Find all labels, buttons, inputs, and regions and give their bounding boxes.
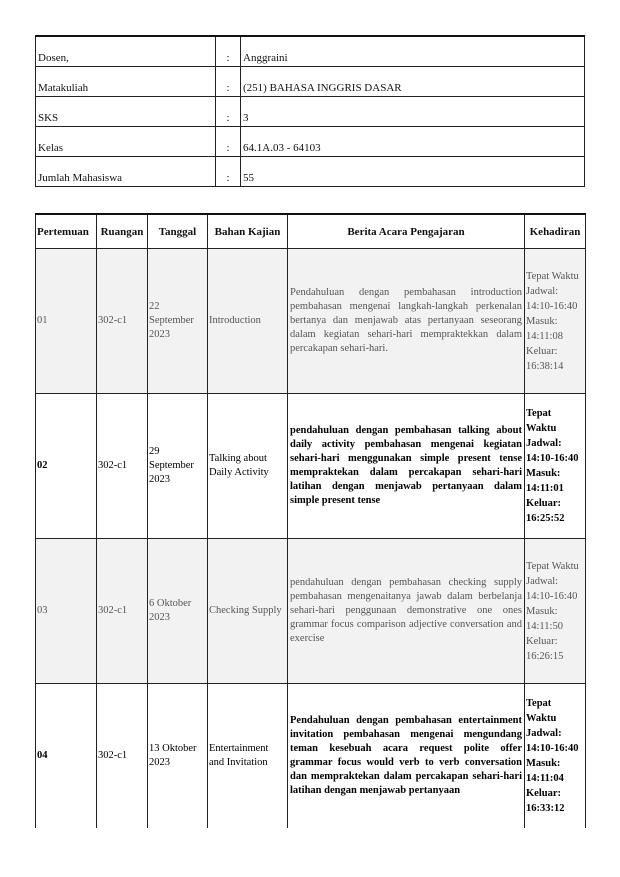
info-separator: : <box>216 97 241 127</box>
table-row <box>36 394 586 539</box>
info-label: Dosen, <box>36 36 216 67</box>
header-ruangan: Ruangan <box>97 214 148 249</box>
header-berita-acara: Berita Acara Pengajaran <box>288 214 525 249</box>
header-kehadiran: Kehadiran <box>525 214 586 249</box>
info-row-sks <box>36 97 585 127</box>
cell-bahan-kajian: Checking Supply <box>208 539 288 684</box>
cell-berita-acara: Pendahuluan dengan pembahasan entertainment invitation pembahasan mengenai mengundang teman kesebuah acara request polite offer grammar focus would verb to verb conversation dan mempraktekan dalam percakapan sehari-hari latihan dengan menjawab pertanyaan <box>288 684 525 829</box>
cell-ruangan: 302-c1 <box>97 539 148 684</box>
info-label: Matakuliah <box>36 67 216 97</box>
info-label: Jumlah Mahasiswa <box>36 157 216 187</box>
cell-ruangan: 302-c1 <box>97 684 148 829</box>
info-row-matakuliah <box>36 67 585 97</box>
table-row <box>36 249 586 394</box>
cell-kehadiran: Tepat Waktu Jadwal: 14:10-16:40 Masuk: 14:11:01 Keluar: 16:25:52 <box>525 394 586 539</box>
cell-berita-acara: Pendahuluan dengan pembahasan introduction pembahasan mengenai langkah-langkah perkenalan bertanya dan menjawab atas pertanyaan seseorang dalam kegiatan sehari-hari mempraktekkan dalam percakapan sehari-hari. <box>288 249 525 394</box>
cell-kehadiran: Tepat Waktu Jadwal: 14:10-16:40 Masuk: 14:11:04 Keluar: 16:33:12 <box>525 684 586 829</box>
cell-pertemuan: 03 <box>36 539 97 684</box>
info-row-dosen <box>36 36 585 67</box>
teaching-record-table <box>35 213 586 828</box>
info-value: 55 <box>241 157 585 187</box>
cell-kehadiran: Tepat Waktu Jadwal: 14:10-16:40 Masuk: 14:11:08 Keluar: 16:38:14 <box>525 249 586 394</box>
info-value: 64.1A.03 - 64103 <box>241 127 585 157</box>
info-label: Kelas <box>36 127 216 157</box>
cell-ruangan: 302-c1 <box>97 394 148 539</box>
header-pertemuan: Pertemuan <box>36 214 97 249</box>
cell-pertemuan: 01 <box>36 249 97 394</box>
cell-berita-acara: pendahuluan dengan pembahasan checking supply pembahasan mengenaitanya jawab dalam berbelanja sehari-hari penggunaan demonstrative one ones grammar focus comparison adjective conversation and exercise <box>288 539 525 684</box>
info-separator: : <box>216 157 241 187</box>
cell-tanggal: 29 September 2023 <box>148 394 208 539</box>
info-row-jumlah-mahasiswa <box>36 157 585 187</box>
info-value: 3 <box>241 97 585 127</box>
header-tanggal: Tanggal <box>148 214 208 249</box>
course-info-table <box>35 35 585 187</box>
info-separator: : <box>216 67 241 97</box>
info-value: Anggraini <box>241 36 585 67</box>
table-row <box>36 539 586 684</box>
cell-tanggal: 13 Oktober 2023 <box>148 684 208 829</box>
cell-tanggal: 6 Oktober 2023 <box>148 539 208 684</box>
cell-bahan-kajian: Introduction <box>208 249 288 394</box>
cell-kehadiran: Tepat Waktu Jadwal: 14:10-16:40 Masuk: 14:11:50 Keluar: 16:26:15 <box>525 539 586 684</box>
header-bahan-kajian: Bahan Kajian <box>208 214 288 249</box>
cell-berita-acara: pendahuluan dengan pembahasan talking about daily activity pembahasan mengenai kegiatan sehari-hari menggunakan simple present tense mempraktekan dalam percakapan sehari-hari latihan dengan menjawab pertanyaan dalam simple present tense <box>288 394 525 539</box>
cell-pertemuan: 04 <box>36 684 97 829</box>
info-label: SKS <box>36 97 216 127</box>
cell-pertemuan: 02 <box>36 394 97 539</box>
cell-ruangan: 302-c1 <box>97 249 148 394</box>
info-separator: : <box>216 127 241 157</box>
table-header-row <box>36 214 586 249</box>
cell-bahan-kajian: Entertainment and Invitation <box>208 684 288 829</box>
table-row <box>36 684 586 829</box>
info-row-kelas <box>36 127 585 157</box>
cell-bahan-kajian: Talking about Daily Activity <box>208 394 288 539</box>
cell-tanggal: 22 September 2023 <box>148 249 208 394</box>
info-value: (251) BAHASA INGGRIS DASAR <box>241 67 585 97</box>
info-separator: : <box>216 36 241 67</box>
